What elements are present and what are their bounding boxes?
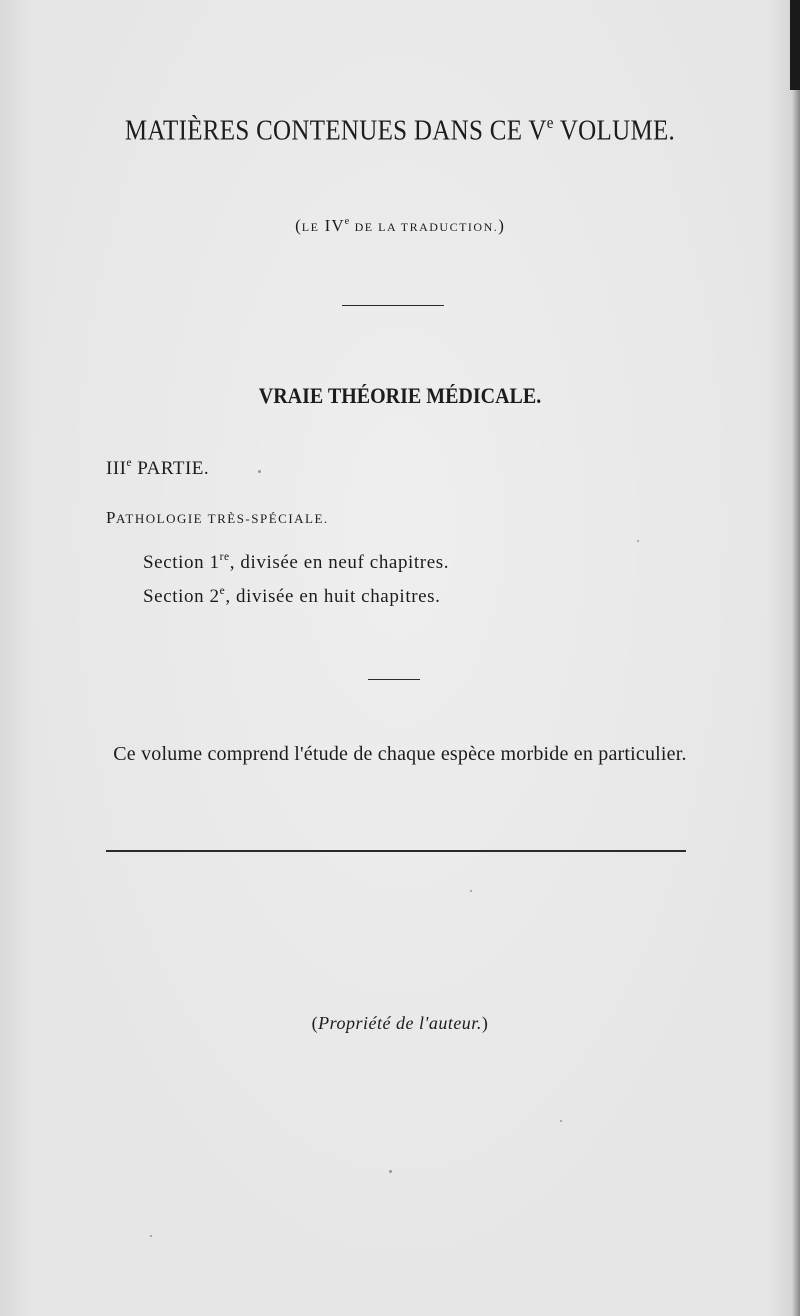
- section-superscript: re: [219, 551, 230, 564]
- speck: [150, 1235, 152, 1237]
- page-edge-shadow: [792, 0, 800, 1316]
- part-roman: III: [106, 458, 127, 479]
- page-subtitle: [0, 216, 800, 236]
- divider-rule-long: [106, 850, 686, 852]
- section-superscript: e: [219, 585, 226, 598]
- section-suffix: , divisée en neuf chapitres.: [229, 552, 450, 573]
- pathology-rest: ATHOLOGIE TRÈS-SPÉCIALE.: [115, 511, 329, 526]
- subtitle-close-paren: ): [498, 216, 505, 235]
- speck: [258, 470, 261, 473]
- speck: [389, 1170, 392, 1173]
- title-tail: VOLUME.: [553, 116, 676, 147]
- subtitle-le: LE: [301, 220, 320, 234]
- volume-summary: Ce volume comprend l'étude de chaque espèce morbide en particulier.: [113, 743, 687, 765]
- pathology-label: [106, 508, 329, 528]
- property-close-paren: ): [481, 1013, 489, 1033]
- pathology-initial: P: [106, 508, 116, 527]
- property-text: Propriété de l'auteur.: [318, 1013, 482, 1033]
- section-entry: [143, 552, 449, 574]
- part-text: PARTIE.: [132, 458, 210, 479]
- title-main: MATIÈRES CONTENUES DANS CE V: [124, 116, 547, 147]
- subtitle-roman: IV: [319, 216, 345, 235]
- page-title: [0, 116, 800, 147]
- title-superscript: e: [546, 114, 554, 133]
- subtitle-rest: DE LA TRADUCTION.: [350, 220, 499, 234]
- section-heading: VRAIE THÉORIE MÉDICALE.: [258, 384, 542, 409]
- speck: [470, 890, 472, 892]
- property-notice: [0, 1013, 800, 1034]
- part-superscript: e: [126, 457, 133, 470]
- page-corner-shadow: [790, 0, 800, 90]
- divider-rule: [342, 305, 444, 306]
- speck: [637, 540, 639, 542]
- section-prefix: Section 2: [143, 586, 220, 607]
- speck: [560, 1120, 562, 1122]
- part-label: [106, 458, 209, 480]
- subtitle-superscript: e: [344, 215, 351, 227]
- subtitle-open-paren: (: [295, 216, 302, 235]
- section-entry: [143, 586, 441, 608]
- property-open-paren: (: [311, 1013, 319, 1033]
- section-prefix: Section 1: [143, 552, 220, 573]
- section-suffix: , divisée en huit chapitres.: [225, 586, 441, 607]
- divider-rule: [368, 679, 420, 680]
